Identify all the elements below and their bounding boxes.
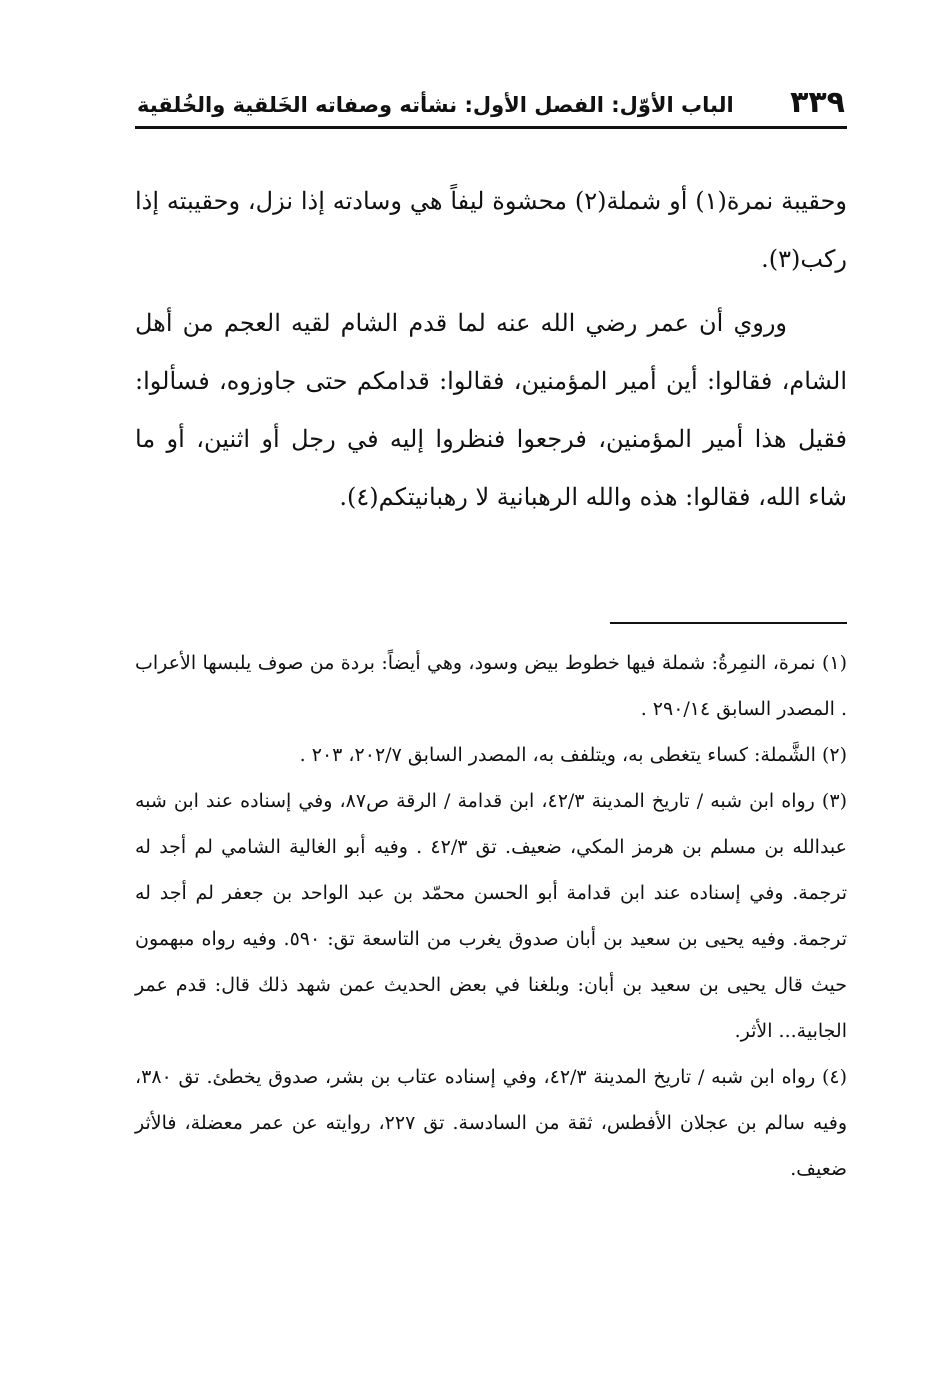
footnote-1: (١) نمرة، النمِرةُ: شملة فيها خطوط بيض وسود، وهي أيضاً: بردة من صوف يلبسها الأعراب . المصدر السابق ٢٩٠/١٤ .	[135, 652, 847, 720]
footnote-separator	[610, 622, 847, 624]
footnote-4: (٤) رواه ابن شبه / تاريخ المدينة ٤٢/٣، وفي إسناده عتاب بن بشر، صدوق يخطئ. تق ٣٨٠، وفيه سالم بن عجلان الأفطس، ثقة من السادسة. تق ٢٢٧، روايته عن عمر معضلة، فالأثر ضعيف.	[135, 1066, 847, 1180]
footnote-3: (٣) رواه ابن شبه / تاريخ المدينة ٤٢/٣، ابن قدامة / الرقة ص٨٧، وفي إسناده عند ابن شبه عبدالله بن مسلم بن هرمز المكي، ضعيف. تق ٤٢/٣ . وفيه أبو الغالية الشامي لم أجد له ترجمة. وفي إسناده عند ابن قدامة أبو الحسن محمّد بن عبد الواحد بن جعفر لم أجد له ترجمة. وفيه يحيى بن سعيد بن أبان صدوق يغرب من التاسعة تق: ٥٩٠. وفيه رواه مبهمون حيث قال يحيى بن سعيد بن أبان: وبلغنا في بعض الحديث عمن شهد ذلك قال: قدم عمر الجابية... الأثر.	[135, 790, 848, 1042]
main-text	[135, 172, 847, 526]
paragraph: وحقيبة نمرة(١) أو شملة(٢) محشوة ليفاً هي وسادته إذا نزل، وحقيبته إذا ركب(٣).	[135, 187, 847, 273]
footnotes	[135, 640, 847, 1192]
paragraph: وروي أن عمر رضي الله عنه لما قدم الشام لقيه العجم من أهل الشام، فقالوا: أين أمير المؤمنين، فقالوا: قدامكم حتى جاوزوه، فسألوا: فقيل هذا أمير المؤمنين، فرجعوا فنظروا إليه في رجل أو اثنين، أو ما شاء الله، فقالوا: هذه والله الرهبانية لا رهبانيتكم(٤).	[135, 309, 847, 511]
page-header	[135, 86, 847, 129]
running-title: الباب الأوّل: الفصل الأول: نشأته وصفاته الخَلقية والخُلقية	[137, 93, 734, 117]
page-number: ٣٣٩	[790, 85, 845, 120]
footnote-2: (٢) الشَّملة: كساء يتغطى به، ويتلفف به، المصدر السابق ٢٠٢/٧، ٢٠٣ .	[299, 744, 847, 766]
